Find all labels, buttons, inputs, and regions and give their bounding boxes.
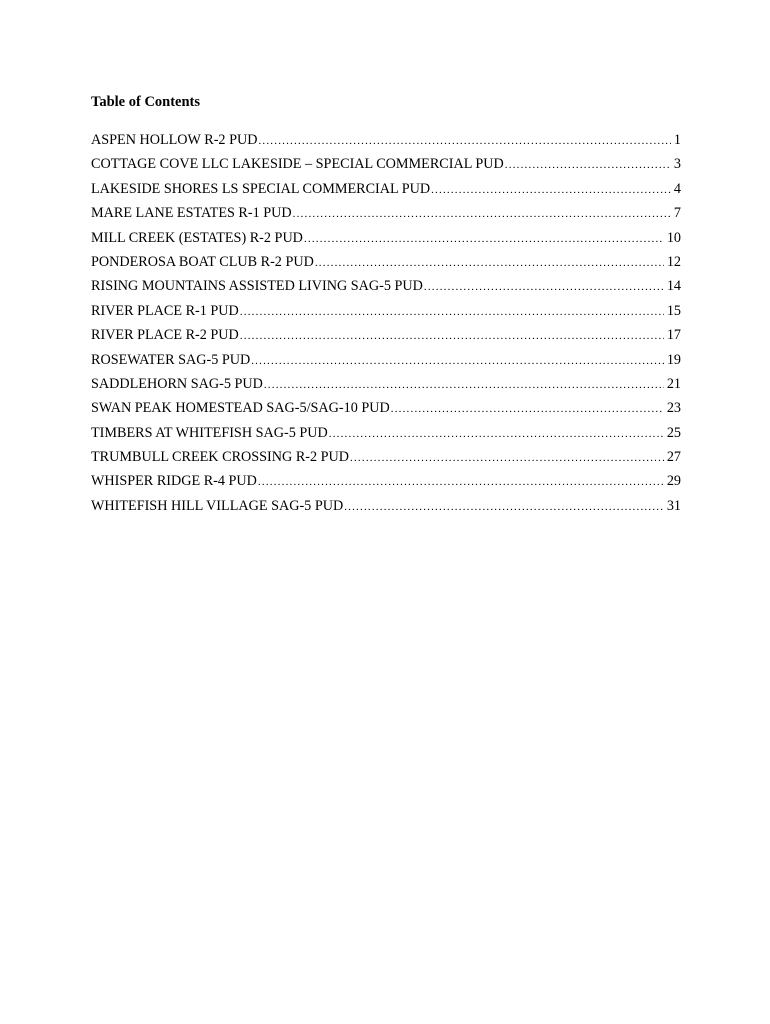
toc-entry[interactable] (91, 494, 681, 518)
toc-entry[interactable] (91, 274, 681, 298)
toc-entry[interactable] (91, 177, 681, 201)
dot-leader (424, 275, 664, 299)
toc-entry-title: WHITEFISH HILL VILLAGE SAG-5 PUD (91, 497, 344, 514)
dot-leader (240, 300, 664, 324)
dot-leader (329, 422, 664, 446)
toc-entry-title: MARE LANE ESTATES R-1 PUD (91, 205, 292, 222)
toc-entry-page-number: 23 (666, 400, 681, 417)
toc-entry-title: ASPEN HOLLOW R-2 PUD (91, 132, 258, 148)
toc-entry-page-number: 27 (666, 449, 681, 466)
toc-entry-title: RIVER PLACE R-2 PUD (91, 327, 239, 344)
toc-entry-page-number: 7 (673, 205, 681, 222)
dot-leader (350, 446, 664, 470)
toc-entry-page-number: 4 (673, 180, 681, 197)
toc-entry[interactable] (91, 250, 681, 274)
toc-entry[interactable] (91, 299, 681, 323)
dot-leader (391, 397, 664, 421)
toc-entry[interactable] (91, 421, 681, 445)
toc-entry-page-number: 21 (666, 375, 681, 392)
toc-entry[interactable] (91, 152, 681, 176)
toc-entry-page-number: 1 (673, 132, 681, 148)
toc-entry[interactable] (91, 226, 681, 250)
toc-entry-page-number: 10 (666, 229, 681, 246)
toc-entry[interactable] (91, 396, 681, 420)
toc-entry-title: COTTAGE COVE LLC LAKESIDE – SPECIAL COMMERCIAL PUD (91, 156, 504, 173)
dot-leader (258, 470, 664, 494)
toc-entry[interactable] (91, 372, 681, 396)
toc-entry-page-number: 25 (666, 424, 681, 441)
toc-entry-page-number: 29 (666, 473, 681, 490)
toc-entry-title: MILL CREEK (ESTATES) R-2 PUD (91, 229, 303, 246)
dot-leader (293, 202, 671, 226)
toc-entry-page-number: 19 (666, 351, 681, 368)
toc-entry-title: WHISPER RIDGE R-4 PUD (91, 473, 257, 490)
toc-entry[interactable] (91, 469, 681, 493)
toc-entry[interactable] (91, 348, 681, 372)
table-of-contents (91, 92, 681, 518)
toc-title: Table of Contents (91, 94, 201, 110)
dot-leader (251, 349, 664, 373)
toc-entry[interactable] (91, 128, 681, 152)
toc-entry-page-number: 15 (666, 302, 681, 319)
toc-entry-title: TIMBERS AT WHITEFISH SAG-5 PUD (91, 424, 328, 441)
toc-entry-page-number: 12 (666, 253, 681, 270)
toc-entry-title: SADDLEHORN SAG-5 PUD (91, 375, 263, 392)
dot-leader (304, 227, 664, 251)
toc-entry-page-number: 17 (666, 327, 681, 344)
toc-entry-title: PONDEROSA BOAT CLUB R-2 PUD (91, 253, 314, 270)
dot-leader (344, 495, 664, 519)
toc-entry-title: TRUMBULL CREEK CROSSING R-2 PUD (91, 449, 350, 466)
dot-leader (240, 324, 664, 348)
toc-entry-page-number: 3 (673, 156, 681, 173)
toc-entry[interactable] (91, 201, 681, 225)
dot-leader (315, 251, 664, 275)
toc-entry-page-number: 31 (666, 497, 681, 514)
toc-entry-title: RIVER PLACE R-1 PUD (91, 302, 239, 319)
toc-list (91, 128, 681, 518)
toc-entry-page-number: 14 (666, 278, 681, 295)
dot-leader (264, 373, 664, 397)
toc-entry-title: ROSEWATER SAG-5 PUD (91, 351, 251, 368)
toc-entry-title: SWAN PEAK HOMESTEAD SAG-5/SAG-10 PUD (91, 400, 390, 417)
toc-entry[interactable] (91, 323, 681, 347)
dot-leader (431, 178, 671, 202)
toc-entry-title: LAKESIDE SHORES LS SPECIAL COMMERCIAL PUD (91, 180, 431, 197)
dot-leader (505, 153, 671, 177)
toc-entry-title: RISING MOUNTAINS ASSISTED LIVING SAG-5 PUD (91, 278, 423, 295)
toc-entry[interactable] (91, 445, 681, 469)
dot-leader (258, 129, 670, 153)
